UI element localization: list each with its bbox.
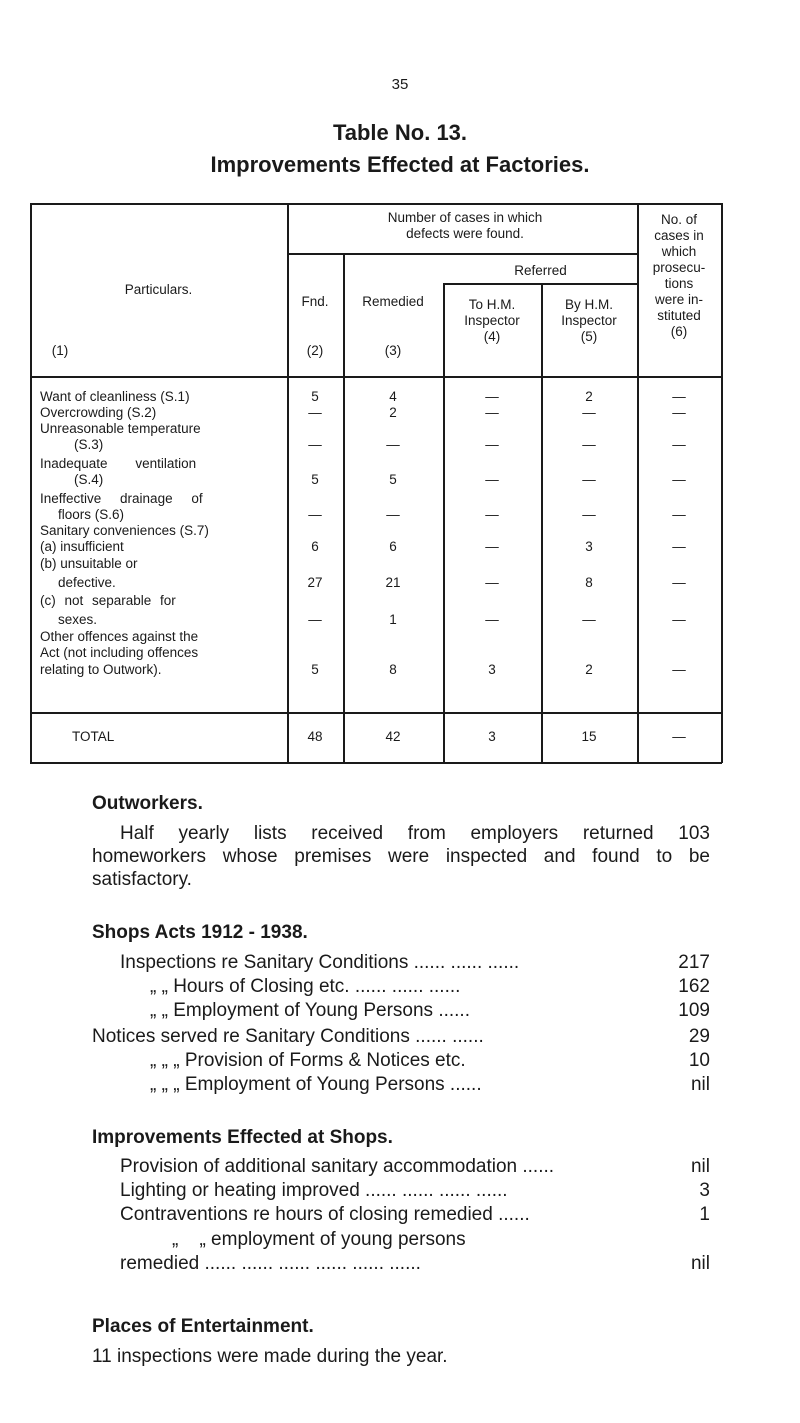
header-defects-found: Number of cases in which defects were found. [387, 210, 543, 241]
shops-row-label: Notices served re Sanitary Conditions ...... ...... [92, 1026, 484, 1047]
shops-row-value: 162 [678, 976, 710, 997]
cell-by-insp: 2 [585, 662, 593, 677]
cell-prosecutions: — [672, 472, 686, 487]
total-top-line [30, 712, 722, 714]
cell-prosecutions: — [672, 575, 686, 590]
cell-remedied: — [386, 437, 400, 452]
entertainment-line: 11 inspections were made during the year. [92, 1346, 448, 1367]
label-drainage: Ineffective drainage of [40, 491, 203, 506]
outworkers-line-1: Half yearly lists received from employers returned 103 [120, 823, 710, 844]
header-found-num: (2) [306, 343, 324, 358]
header-particulars-num: (1) [51, 343, 69, 358]
cell-found: 5 [311, 389, 319, 404]
cell-to-insp: — [485, 437, 499, 452]
shops-row-value: nil [690, 1074, 710, 1095]
label-not-including: Act (not including offences [40, 645, 199, 660]
cell-by-insp: 8 [585, 575, 593, 590]
cell-to-insp: — [485, 575, 499, 590]
label-total: TOTAL [72, 729, 115, 744]
cell-by-insp: 15 [581, 729, 597, 744]
shops-row [92, 1026, 710, 1050]
col-divider-4 [541, 283, 543, 763]
header-prosecutions: No. of cases in which prosecu- tions were in- stituted (6) [652, 212, 706, 339]
label-cleanliness: Want of cleanliness (S.1) [40, 389, 190, 404]
cell-prosecutions: — [672, 437, 686, 452]
improvements-row-label: Provision of additional sanitary accommodation ...... [120, 1156, 555, 1177]
header-by-inspector-num: (5) [580, 329, 598, 344]
label-outwork: relating to Outwork). [40, 662, 162, 677]
cell-to-insp: 3 [488, 662, 496, 677]
header-to-inspector: To H.M. Inspector [464, 297, 520, 328]
label-unsuitable: (b) unsuitable or [40, 556, 138, 571]
referred-underline [443, 283, 638, 285]
cell-prosecutions: — [672, 405, 686, 420]
table-subtitle: Improvements Effected at Factories. [210, 152, 590, 177]
cell-found: 5 [311, 472, 319, 487]
label-ventilation-ref: (S.4) [74, 472, 104, 487]
improvements-row-label: Lighting or heating improved ...... ...... ...... ...... [120, 1180, 508, 1201]
cell-by-insp: — [582, 405, 596, 420]
shops-row [120, 1000, 710, 1024]
cell-to-insp: — [485, 389, 499, 404]
improvements-row-label: remedied ...... ...... ...... ...... ...... ...... [120, 1253, 421, 1274]
cell-found: — [308, 507, 322, 522]
cell-remedied: 8 [389, 662, 397, 677]
label-overcrowding: Overcrowding (S.2) [40, 405, 157, 420]
cell-prosecutions: — [672, 389, 686, 404]
cell-found: 6 [311, 539, 319, 554]
cell-remedied: 4 [389, 389, 397, 404]
improvements-row-label: Contraventions re hours of closing remedied ...... [120, 1204, 530, 1225]
shops-row-label: Inspections re Sanitary Conditions ...... ...... ...... [120, 952, 520, 973]
cell-by-insp: — [582, 437, 596, 452]
cell-to-insp: — [485, 539, 499, 554]
label-drainage-ref: floors (S.6) [58, 507, 125, 522]
shops-row-value: 217 [678, 952, 710, 973]
label-not-separable: (c) not separable for [40, 593, 176, 608]
header-remedied: Remedied [362, 294, 424, 309]
header-referred: Referred [514, 263, 567, 278]
table-right-border [721, 203, 723, 763]
shops-row [120, 952, 710, 976]
cell-remedied: 6 [389, 539, 397, 554]
table-top-border [30, 203, 722, 205]
header-bottom-line [30, 376, 722, 378]
shops-row [120, 1050, 710, 1074]
label-sexes: sexes. [58, 612, 98, 627]
entertainment-heading: Places of Entertainment. [92, 1316, 314, 1337]
cell-to-insp: — [485, 507, 499, 522]
shops-row [120, 976, 710, 1000]
cell-remedied: 2 [389, 405, 397, 420]
cell-by-insp: 2 [585, 389, 593, 404]
cell-by-insp: 3 [585, 539, 593, 554]
cell-to-insp: — [485, 612, 499, 627]
shops-row-label: „ „ Employment of Young Persons ...... [150, 1000, 470, 1021]
improvements-row [120, 1204, 710, 1228]
label-insufficient: (a) insufficient [40, 539, 124, 554]
improvements-row-value: 3 [699, 1180, 710, 1201]
page-number: 35 [391, 76, 409, 93]
cell-remedied: 21 [385, 575, 401, 590]
shops-row-label: „ „ „ Provision of Forms & Notices etc. [150, 1050, 466, 1071]
outworkers-line-2: homeworkers whose premises were inspected and found to be [92, 846, 710, 867]
cell-remedied: 5 [389, 472, 397, 487]
improvements-row [120, 1180, 710, 1204]
cell-prosecutions: — [672, 612, 686, 627]
cell-remedied: 1 [389, 612, 397, 627]
label-sanitary: Sanitary conveniences (S.7) [40, 523, 209, 538]
header-particulars: Particulars. [124, 282, 193, 297]
shops-row [120, 1074, 710, 1098]
cell-found: — [308, 612, 322, 627]
improvements-row [120, 1253, 710, 1277]
cell-by-insp: — [582, 507, 596, 522]
label-ventilation: Inadequate ventilation [40, 456, 197, 471]
outworkers-line-3: satisfactory. [92, 869, 192, 890]
improvements-row-value: nil [690, 1156, 710, 1177]
cell-found: 48 [307, 729, 323, 744]
cell-found: — [308, 405, 322, 420]
group-underline [287, 253, 638, 255]
improvements-heading: Improvements Effected at Shops. [92, 1127, 393, 1148]
cell-found: 5 [311, 662, 319, 677]
cell-remedied: 42 [385, 729, 401, 744]
cell-found: — [308, 437, 322, 452]
cell-prosecutions: — [672, 662, 686, 677]
improvements-row-value: nil [690, 1253, 710, 1274]
cell-found: 27 [307, 575, 323, 590]
label-other-offences: Other offences against the [40, 629, 199, 644]
cell-by-insp: — [582, 612, 596, 627]
shops-row-value: 10 [688, 1050, 710, 1071]
outworkers-heading: Outworkers. [92, 793, 203, 814]
cell-prosecutions: — [672, 507, 686, 522]
improvements-employment-line: „ „ employment of young persons [172, 1229, 466, 1250]
shops-row-value: 109 [678, 1000, 710, 1021]
shops-row-value: 29 [688, 1026, 710, 1047]
cell-to-insp: — [485, 472, 499, 487]
shops-heading: Shops Acts 1912 - 1938. [92, 922, 308, 943]
header-remedied-num: (3) [384, 343, 402, 358]
shops-row-label: „ „ Hours of Closing etc. ...... ...... ...... [150, 976, 461, 997]
col-divider-3 [443, 283, 445, 763]
header-found: Fnd. [301, 294, 329, 309]
table-title: Table No. 13. [332, 120, 468, 145]
cell-remedied: — [386, 507, 400, 522]
cell-by-insp: — [582, 472, 596, 487]
label-temperature-ref: (S.3) [74, 437, 104, 452]
shops-row-label: „ „ „ Employment of Young Persons ...... [150, 1074, 482, 1095]
header-by-inspector: By H.M. Inspector [561, 297, 617, 328]
cell-prosecutions: — [672, 539, 686, 554]
header-to-inspector-num: (4) [483, 329, 501, 344]
cell-prosecutions: — [672, 729, 686, 744]
improvements-row [120, 1156, 710, 1180]
table-bottom-border [30, 762, 722, 764]
label-defective: defective. [58, 575, 116, 590]
cell-to-insp: 3 [488, 729, 496, 744]
label-temperature: Unreasonable temperature [40, 421, 201, 436]
improvements-row-value: 1 [699, 1204, 710, 1225]
cell-to-insp: — [485, 405, 499, 420]
